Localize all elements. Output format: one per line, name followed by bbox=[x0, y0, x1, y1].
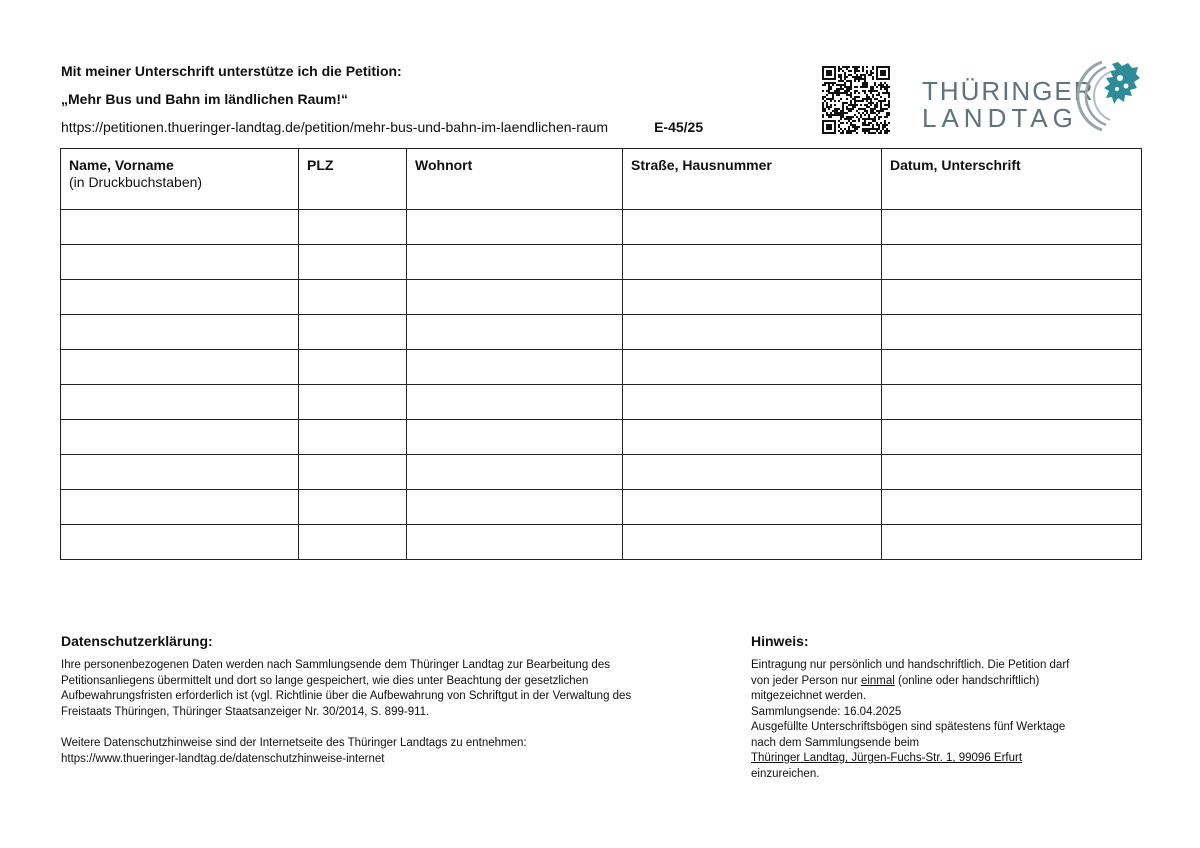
privacy-url[interactable]: https://www.thueringer-landtag.de/datenschutzhinweise-internet bbox=[61, 752, 385, 765]
privacy-paragraph-1 bbox=[61, 658, 721, 720]
signature-cell[interactable] bbox=[299, 385, 407, 420]
signature-cell[interactable] bbox=[882, 490, 1142, 525]
signature-cell[interactable] bbox=[61, 420, 299, 455]
column-strasse bbox=[623, 149, 882, 210]
lion-emblem-icon bbox=[1062, 58, 1144, 134]
qr-code-icon bbox=[822, 66, 890, 134]
signature-cell[interactable] bbox=[882, 350, 1142, 385]
signature-cell[interactable] bbox=[407, 455, 623, 490]
signature-cell[interactable] bbox=[61, 525, 299, 560]
privacy-paragraph-2 bbox=[61, 736, 721, 767]
privacy-line: Petitionsanliegens übermittelt und dort so lange gespeichert, wie dies unter Beachtung der gesetzlichen bbox=[61, 674, 589, 687]
signature-cell[interactable] bbox=[299, 315, 407, 350]
collection-end-date: Sammlungsende: 16.04.2025 bbox=[751, 705, 902, 718]
landtag-logo bbox=[922, 58, 1144, 134]
signature-cell[interactable] bbox=[882, 525, 1142, 560]
column-name bbox=[61, 149, 299, 210]
notice-text-part: (online oder handschriftlich) bbox=[894, 674, 1040, 687]
signature-cell[interactable] bbox=[882, 385, 1142, 420]
table-row bbox=[61, 350, 1142, 385]
logo-line-2: LANDTAG bbox=[922, 103, 1078, 133]
signature-cell[interactable] bbox=[407, 245, 623, 280]
signature-cell[interactable] bbox=[623, 280, 882, 315]
privacy-line: Aufbewahrungsfristen erforderlich ist (vgl. Richtlinie über die Aufbewahrung von Schriftgut in der Verwaltung des bbox=[61, 690, 632, 702]
column-wohnort bbox=[407, 149, 623, 210]
table-row bbox=[61, 245, 1142, 280]
signature-cell[interactable] bbox=[882, 420, 1142, 455]
signature-cell[interactable] bbox=[882, 315, 1142, 350]
table-row bbox=[61, 490, 1142, 525]
notice-title: Hinweis: bbox=[751, 633, 809, 649]
table-row bbox=[61, 455, 1142, 490]
signature-cell[interactable] bbox=[61, 315, 299, 350]
signature-cell[interactable] bbox=[882, 245, 1142, 280]
notice-text bbox=[751, 658, 1131, 782]
privacy-title: Datenschutzerklärung: bbox=[61, 633, 213, 649]
column-label: Name, Vorname bbox=[69, 157, 174, 173]
privacy-line: Ihre personenbezogenen Daten werden nach Sammlungsende dem Thüringer Landtag zur Bearbeitung des bbox=[61, 659, 610, 671]
petition-reference: E-45/25 bbox=[654, 119, 704, 135]
column-datum bbox=[882, 149, 1142, 210]
signature-cell[interactable] bbox=[61, 490, 299, 525]
signature-cell[interactable] bbox=[623, 245, 882, 280]
signature-cell[interactable] bbox=[882, 280, 1142, 315]
signature-cell[interactable] bbox=[299, 420, 407, 455]
notice-section bbox=[751, 632, 1131, 782]
signature-cell[interactable] bbox=[623, 455, 882, 490]
signature-cell[interactable] bbox=[407, 420, 623, 455]
column-label: Wohnort bbox=[415, 157, 473, 173]
table-header-row bbox=[61, 149, 1142, 210]
table-row bbox=[61, 385, 1142, 420]
signature-cell[interactable] bbox=[623, 350, 882, 385]
signature-cell[interactable] bbox=[299, 350, 407, 385]
notice-text-part: von jeder Person nur bbox=[751, 674, 861, 687]
signature-rows bbox=[61, 210, 1142, 560]
signature-cell[interactable] bbox=[407, 210, 623, 245]
signature-table bbox=[60, 148, 1142, 560]
table-row bbox=[61, 280, 1142, 315]
signature-cell[interactable] bbox=[407, 315, 623, 350]
column-label: Straße, Hausnummer bbox=[631, 157, 772, 173]
table-row bbox=[61, 315, 1142, 350]
column-plz bbox=[299, 149, 407, 210]
signature-cell[interactable] bbox=[61, 280, 299, 315]
notice-line: einzureichen. bbox=[751, 767, 820, 780]
signature-cell[interactable] bbox=[299, 455, 407, 490]
signature-cell[interactable] bbox=[61, 455, 299, 490]
signature-cell[interactable] bbox=[299, 490, 407, 525]
table-row bbox=[61, 420, 1142, 455]
signature-cell[interactable] bbox=[623, 315, 882, 350]
column-label: Datum, Unterschrift bbox=[890, 157, 1021, 173]
signature-cell[interactable] bbox=[299, 280, 407, 315]
column-sublabel: (in Druckbuchstaben) bbox=[69, 174, 203, 190]
signature-cell[interactable] bbox=[623, 490, 882, 525]
logo-line-1: THÜRINGER bbox=[922, 76, 1095, 106]
signature-cell[interactable] bbox=[623, 385, 882, 420]
privacy-section bbox=[61, 632, 721, 767]
column-label: PLZ bbox=[307, 157, 334, 173]
signature-cell[interactable] bbox=[61, 385, 299, 420]
petition-url[interactable]: https://petitionen.thueringer-landtag.de/petition/mehr-bus-und-bahn-im-laendlichen-raum bbox=[61, 119, 609, 135]
signature-cell[interactable] bbox=[299, 525, 407, 560]
signature-cell[interactable] bbox=[623, 210, 882, 245]
signature-cell[interactable] bbox=[407, 280, 623, 315]
signature-cell[interactable] bbox=[623, 525, 882, 560]
submission-address: Thüringer Landtag, Jürgen-Fuchs-Str. 1, 99096 Erfurt bbox=[751, 752, 1023, 764]
petition-title: „Mehr Bus und Bahn im ländlichen Raum!“ bbox=[61, 91, 349, 107]
intro-text: Mit meiner Unterschrift unterstütze ich die Petition: bbox=[61, 63, 402, 79]
signature-cell[interactable] bbox=[623, 420, 882, 455]
table-row bbox=[61, 210, 1142, 245]
signature-cell[interactable] bbox=[61, 245, 299, 280]
url-row bbox=[61, 118, 821, 136]
signature-cell[interactable] bbox=[407, 350, 623, 385]
table-row bbox=[61, 525, 1142, 560]
notice-line: Ausgefüllte Unterschriftsbögen sind spätestens fünf Werktage bbox=[751, 721, 1066, 733]
privacy-line: Freistaats Thüringen, Thüringer Staatsanzeiger Nr. 30/2014, S. 899-911. bbox=[61, 705, 430, 718]
signature-cell[interactable] bbox=[299, 210, 407, 245]
notice-line bbox=[751, 674, 1131, 690]
petition-header bbox=[61, 62, 821, 136]
notice-line: nach dem Sammlungsende beim bbox=[751, 736, 920, 749]
signature-cell[interactable] bbox=[407, 385, 623, 420]
signature-cell[interactable] bbox=[61, 350, 299, 385]
privacy-line: Weitere Datenschutzhinweise sind der Internetseite des Thüringer Landtags zu entnehmen: bbox=[61, 737, 527, 749]
notice-line: Eintragung nur persönlich und handschriftlich. Die Petition darf bbox=[751, 659, 1070, 671]
signature-cell[interactable] bbox=[299, 245, 407, 280]
notice-emphasis: einmal bbox=[860, 674, 895, 687]
signature-cell[interactable] bbox=[882, 210, 1142, 245]
signature-cell[interactable] bbox=[61, 210, 299, 245]
notice-line: mitgezeichnet werden. bbox=[751, 690, 867, 702]
signature-cell[interactable] bbox=[407, 490, 623, 525]
signature-cell[interactable] bbox=[882, 455, 1142, 490]
signature-cell[interactable] bbox=[407, 525, 623, 560]
